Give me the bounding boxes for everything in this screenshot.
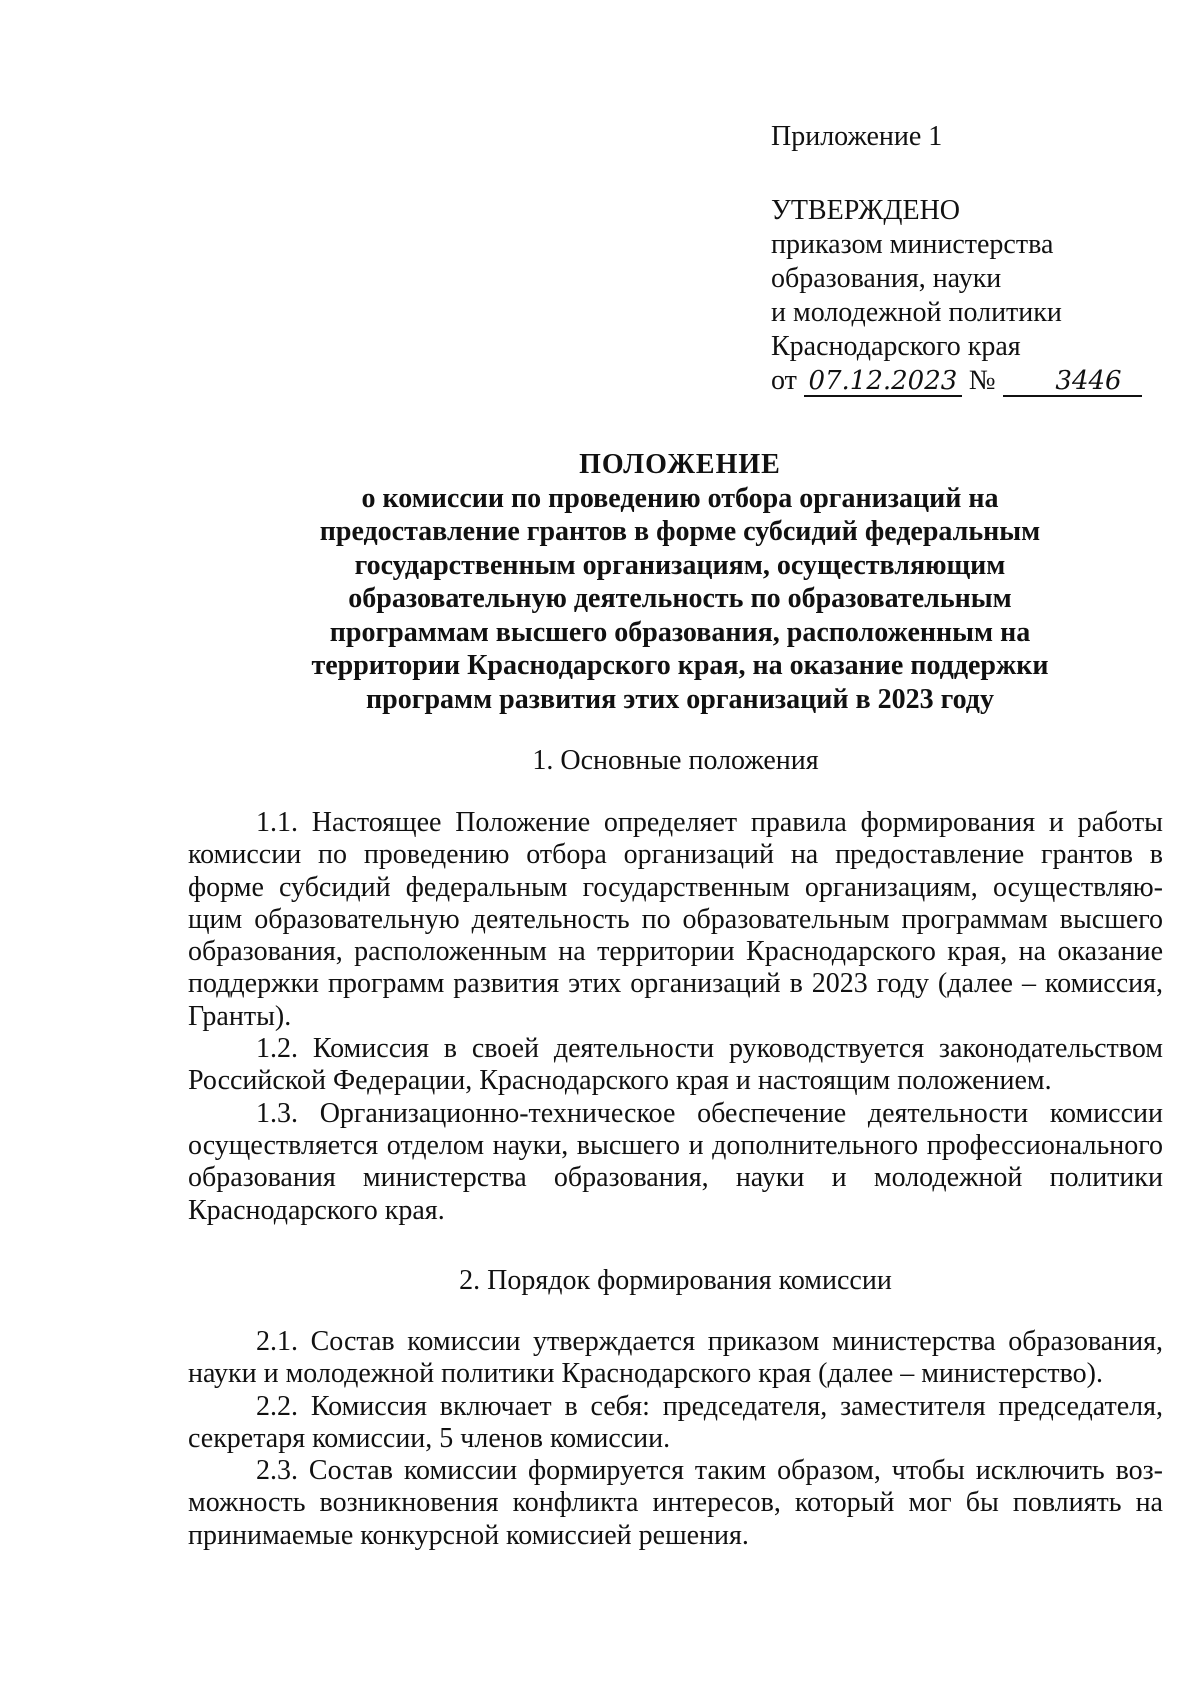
approval-line-4: Краснодарского края — [771, 331, 1021, 362]
paragraph-1-2: 1.2. Комиссия в своей деятельности руководствуется законодательством Российской Федерации, Краснодарского края и настоящим положением. — [188, 1033, 1163, 1097]
title-line-5: программам высшего образования, расположенным на — [329, 616, 1031, 648]
paragraph-2-2: 2.2. Комиссия включает в себя: председателя, заместителя председателя, секретаря комиссии, 5 членов комиссии. — [188, 1390, 1163, 1454]
title-line-7: программ развития этих организаций в 2023 году — [366, 683, 994, 715]
section-2-body — [188, 1326, 1163, 1552]
paragraph-2-1: 2.1. Состав комиссии утверждается приказом министерства образования, науки и молодежной политики Краснодарского края (далее – министерство). — [188, 1326, 1163, 1390]
title-line-2: предоставление грантов в форме субсидий федеральным — [319, 516, 1041, 547]
title-line-6: территории Краснодарского края, на оказание поддержки — [311, 650, 1049, 681]
title-line-4: образовательную деятельность по образовательным — [348, 583, 1012, 614]
number-label: № — [968, 365, 996, 396]
document-title — [190, 448, 1170, 716]
approval-line-2: образования, науки — [771, 263, 1002, 294]
section-1-body — [188, 807, 1163, 1227]
approval-line-3: и молодежной политики — [771, 297, 1062, 328]
paragraph-1-3: 1.3. Организационно-техническое обеспечение деятельности комиссии осуществляется отделом науки, высшего и дополнительного профессионального образования министерства образования, науки и молодежной политики Краснодарского края. — [188, 1097, 1163, 1226]
approved-label: УТВЕРЖДЕНО — [771, 195, 961, 226]
order-number: 3446 — [1003, 367, 1142, 397]
title-main: ПОЛОЖЕНИЕ — [579, 449, 781, 480]
section-2-heading: 2. Порядок формирования комиссии — [459, 1265, 892, 1296]
approval-line-1: приказом министерства — [771, 229, 1054, 260]
paragraph-1-1: 1.1. Настоящее Положение определяет правила формирования и работы комиссии по проведению отбора организаций на предоставление грантов в форме субсидий федеральным государственным организациям, осуществляющим образовательную деятельность по образовательным программам высшего образования, расположенным на территории Краснодарского края, на оказание поддержки программ развития этих организаций в 2023 году (далее – комиссия, Гранты). — [188, 807, 1163, 1032]
order-line — [771, 364, 1171, 398]
section-1-heading: 1. Основные положения — [532, 745, 819, 776]
approval-block — [771, 120, 1171, 398]
annex-label: Приложение 1 — [771, 121, 943, 152]
from-label: от — [771, 365, 797, 396]
title-line-1: о комиссии по проведению отбора организаций на — [361, 482, 999, 514]
title-line-3: государственным организациям, осуществляющим — [354, 549, 1006, 581]
paragraph-2-3: 2.3. Состав комиссии формируется таким образом, чтобы исключить возможность возникновения конфликта интересов, который мог бы повлиять на принимаемые конкурсной комиссией решения. — [188, 1455, 1163, 1551]
order-date: 07.12.2023 — [804, 367, 962, 397]
